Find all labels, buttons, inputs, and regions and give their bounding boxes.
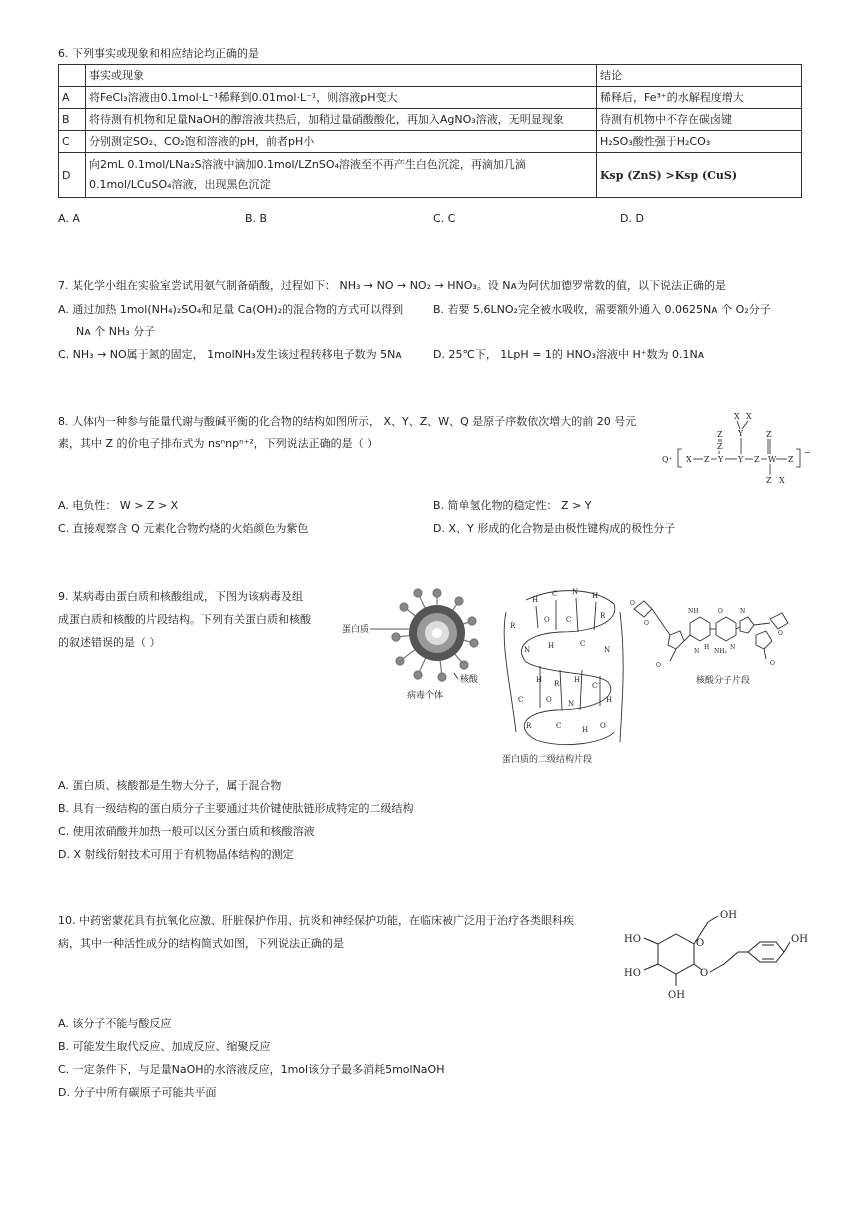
svg-text:H: H [536, 676, 543, 684]
table-row [59, 153, 802, 198]
q8-option-b[interactable]: B. 简单氢化物的稳定性： Z > Y [433, 499, 592, 512]
svg-text:O: O [770, 660, 775, 667]
table-header-cell: 事实或现象 [86, 65, 597, 87]
fig-label: HO [624, 934, 641, 945]
fig-label: − [804, 448, 811, 457]
svg-text:N: N [694, 648, 700, 655]
svg-text:C: C [566, 616, 572, 624]
q8-structure-figure [660, 405, 810, 487]
svg-text:N: N [572, 588, 579, 596]
q6-table [58, 64, 802, 198]
svg-text:H: H [532, 596, 539, 604]
table-cell: 稀释后，Fe³⁺的水解程度增大 [597, 87, 802, 109]
fig-label: OH [791, 934, 808, 945]
fig-label: Y [738, 455, 744, 464]
svg-text:C: C [580, 640, 586, 648]
fig-label: Z [766, 476, 772, 485]
q9-option-c[interactable]: C. 使用浓硝酸并加热一般可以区分蛋白质和核酸溶液 [58, 825, 315, 838]
svg-text:H: H [548, 642, 555, 650]
table-cell: B [59, 109, 86, 131]
q9-option-a[interactable]: A. 蛋白质、核酸都是生物大分子，属于混合物 [58, 779, 282, 792]
fig-label: Q⁺ [662, 455, 673, 464]
table-cell: Ksp (ZnS) >Ksp (CuS) [597, 153, 802, 198]
fig-label: Z [704, 455, 710, 464]
fig-label: X [779, 476, 785, 485]
table-cell: 向2mL 0.1mol/LNa₂S溶液中滴加0.1mol/LZnSO₄溶液至不再产生白色沉淀，再滴加几滴 0.1mol/LCuSO₄溶液，出现黑色沉淀 [86, 153, 597, 198]
q7-option-c[interactable]: C. NH₃ → NO属于氮的固定， 1molNH₃发生该过程转移电子数为 5Nᴀ [58, 348, 402, 361]
fig-label: Z [766, 430, 772, 439]
table-header-cell [59, 65, 86, 87]
svg-text:H: H [582, 726, 589, 734]
fig-label: X [746, 412, 752, 421]
table-row [59, 131, 802, 153]
q9-stem-cont: 成蛋白质和核酸的片段结构。下列有关蛋白质和核酸 [58, 613, 311, 626]
fig-label: Y [718, 455, 724, 464]
svg-text:O: O [718, 608, 723, 615]
svg-text:N: N [524, 646, 531, 654]
q7-stem: 7. 某化学小组在实验室尝试用氨气制备硝酸，过程如下： NH₃ → NO → NO₂ → HNO₃。设 Nᴀ为阿伏加德罗常数的值，以下说法正确的是 [58, 279, 727, 292]
fig-label: O [696, 938, 705, 949]
table-header-row [59, 65, 802, 87]
svg-text:O: O [778, 630, 783, 637]
svg-text:O: O [656, 662, 661, 669]
q8-stem-cont: 素，其中 Z 的价电子排布式为 nsⁿnpⁿ⁺²，下列说法正确的是（ ） [58, 437, 379, 450]
fig-label: Z [717, 430, 723, 439]
svg-text:H: H [574, 676, 581, 684]
svg-text:N: N [604, 646, 611, 654]
svg-text:C: C [518, 696, 524, 704]
nucleic-acid-fragment-figure [630, 595, 790, 690]
table-cell: 将待测有机物和足量NaOH的醇溶液共热后，加稍过量硝酸酸化，再加入AgNO₃溶液，无明显现象 [86, 109, 597, 131]
svg-text:C: C [592, 682, 598, 690]
svg-text:O: O [630, 600, 635, 607]
table-cell: A [59, 87, 86, 109]
fig-label: 蛋白质 [342, 625, 370, 635]
svg-text:R: R [600, 612, 606, 620]
fig-label: 核酸分子片段 [696, 676, 751, 686]
q9-stem-cont: 的叙述错误的是（ ） [58, 636, 161, 649]
q7-option-a[interactable]: A. 通过加热 1mol(NH₄)₂SO₄和足量 Ca(OH)₂的混合物的方式可以得到 [58, 303, 404, 316]
fig-label: Z [754, 455, 760, 464]
q10-stem-cont: 病，其中一种活性成分的结构简式如图，下列说法正确的是 [58, 937, 344, 950]
svg-text:NH: NH [688, 608, 699, 615]
q6-option-d[interactable]: D. D [620, 212, 644, 225]
q6-option-a[interactable]: A. A [58, 212, 80, 225]
fig-label: OH [668, 990, 685, 1001]
table-row [59, 87, 802, 109]
fig-label: OH [720, 910, 737, 921]
q8-option-c[interactable]: C. 直接观察含 Q 元素化合物灼烧的火焰颜色为紫色 [58, 522, 309, 535]
q8-option-d[interactable]: D. X、Y 形成的化合物是由极性键构成的极性分子 [433, 522, 676, 535]
svg-text:NH₂: NH₂ [714, 648, 727, 655]
fig-label: Z [717, 442, 723, 451]
fig-label: X [686, 455, 692, 464]
q7-option-b[interactable]: B. 若要 5.6LNO₂完全被水吸收，需要额外通入 0.0625Nᴀ 个 O₂分子 [433, 303, 771, 316]
q7-option-d[interactable]: D. 25℃下， 1LpH = 1的 HNO₃溶液中 H⁺数为 0.1Nᴀ [433, 348, 705, 361]
virus-figure [334, 585, 484, 703]
q10-option-c[interactable]: C. 一定条件下，与足量NaOH的水溶液反应，1mol该分子最多消耗5molNaOH [58, 1063, 445, 1076]
table-row [59, 109, 802, 131]
svg-text:R: R [526, 722, 532, 730]
svg-text:N: N [740, 608, 746, 615]
fig-label: 核酸 [460, 675, 479, 685]
svg-text:N: N [730, 644, 736, 651]
svg-text:O: O [600, 722, 606, 730]
fig-label: 病毒个体 [407, 691, 444, 701]
q9-option-b[interactable]: B. 具有一级结构的蛋白质分子主要通过共价键使肽链形成特定的二级结构 [58, 802, 414, 815]
fig-label: Z [788, 455, 794, 464]
svg-text:H: H [592, 592, 599, 600]
table-header-cell: 结论 [597, 65, 802, 87]
fig-label: Y [738, 429, 744, 438]
q10-structure-figure [620, 902, 815, 1006]
q9-stem: 9. 某病毒由蛋白质和核酸组成，下图为该病毒及组 [58, 590, 303, 603]
table-cell: D [59, 153, 86, 198]
q10-stem: 10. 中药密蒙花具有抗氧化应激、肝脏保护作用、抗炎和神经保护功能，在临床被广泛用于治疗各类眼科疾 [58, 914, 574, 927]
table-cell: 将FeCl₃溶液由0.1mol·L⁻¹稀释到0.01mol·L⁻¹，则溶液pH变大 [86, 87, 597, 109]
table-cell: 分别测定SO₂、CO₂饱和溶液的pH，前者pH小 [86, 131, 597, 153]
svg-text:N: N [568, 700, 575, 708]
fig-label: O [700, 968, 709, 979]
fig-label: 蛋白质的二级结构片段 [502, 755, 593, 765]
svg-text:H: H [704, 644, 710, 651]
fig-label: X [734, 412, 740, 421]
q8-option-a[interactable]: A. 电负性： W > Z > X [58, 499, 179, 512]
q9-option-d[interactable]: D. X 射线衍射技术可用于有机物晶体结构的测定 [58, 848, 294, 861]
q10-option-b[interactable]: B. 可能发生取代反应、加成反应、缩聚反应 [58, 1040, 271, 1053]
svg-text:R: R [554, 680, 560, 688]
q10-option-d[interactable]: D. 分子中所有碳原子可能共平面 [58, 1086, 217, 1099]
table-cell: C [59, 131, 86, 153]
fig-label: W [768, 455, 777, 464]
q8-stem: 8. 人体内一种参与能量代谢与酸碱平衡的化合物的结构如图所示， X、Y、Z、W、Q 是原子序数依次增大的前 20 号元 [58, 415, 637, 428]
q6-option-b[interactable]: B. B [245, 212, 268, 225]
fig-label: HO [624, 968, 641, 979]
q6-option-c[interactable]: C. C [433, 212, 456, 225]
svg-text:H: H [606, 696, 613, 704]
svg-text:O: O [544, 616, 550, 624]
q7-option-a-cont: Nᴀ 个 NH₃ 分子 [76, 325, 156, 338]
svg-text:R: R [510, 622, 516, 630]
svg-text:C: C [556, 722, 562, 730]
q10-option-a[interactable]: A. 该分子不能与酸反应 [58, 1017, 172, 1030]
svg-text:O: O [644, 620, 649, 627]
table-cell: 待测有机物中不存在碳卤键 [597, 109, 802, 131]
q6-stem: 6. 下列事实或现象和相应结论均正确的是 [58, 47, 259, 60]
protein-secondary-structure-figure [496, 582, 630, 768]
svg-text:O: O [546, 696, 552, 704]
table-cell: H₂SO₃酸性强于H₂CO₃ [597, 131, 802, 153]
svg-text:C: C [552, 590, 558, 598]
